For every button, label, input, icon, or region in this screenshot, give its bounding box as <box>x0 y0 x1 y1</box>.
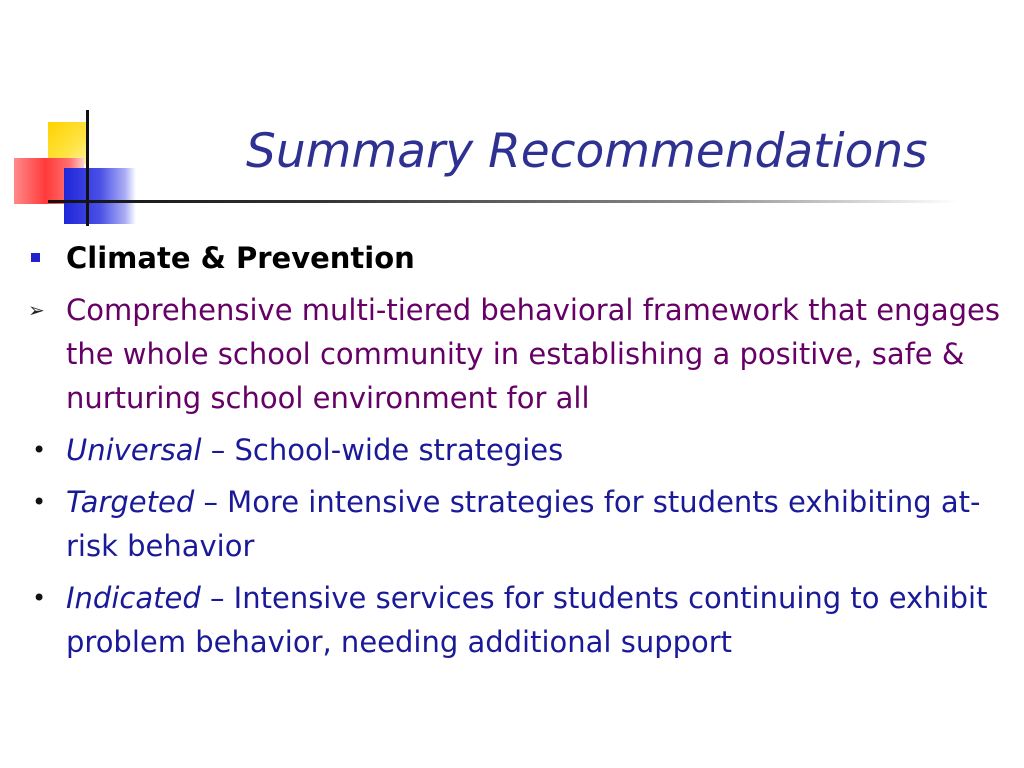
item-dash: – <box>200 581 234 615</box>
item-dash: – <box>194 485 228 519</box>
item-text: Intensive services for students continuing to exhibit problem behavior, needing additional support <box>66 581 988 659</box>
list-item: • Universal – School-wide strategies <box>32 433 564 467</box>
heading-item <box>28 236 1003 280</box>
slide-content <box>28 236 1003 672</box>
decorative-logo <box>0 100 150 230</box>
item-text: School-wide strategies <box>234 433 564 467</box>
title-underline <box>48 200 958 203</box>
item-dash: – <box>201 433 235 467</box>
item-term: Targeted <box>66 485 195 519</box>
item-term: Indicated <box>66 581 201 615</box>
slide-title: Summary Recommendations <box>246 124 928 179</box>
list-item: • Targeted – More intensive strategies for students exhibiting at-risk behavior <box>32 485 981 563</box>
description-item: ➢ Comprehensive multi-tiered behavioral framework that engages the whole school community in establishing a positive, safe & nurturing school environment for all <box>28 293 1000 415</box>
heading-text: Climate & Prevention <box>66 241 415 275</box>
description-text: Comprehensive multi-tiered behavioral framework that engages the whole school community in establishing a positive, safe & nurturing school environment for all <box>66 293 1000 415</box>
blue-square-shape <box>64 168 136 224</box>
vertical-rule <box>86 110 89 226</box>
list-item: • Indicated – Intensive services for students continuing to exhibit problem behavior, needing additional support <box>32 581 988 659</box>
item-term: Universal <box>66 433 202 467</box>
item-text: More intensive strategies for students exhibiting at-risk behavior <box>66 485 981 563</box>
